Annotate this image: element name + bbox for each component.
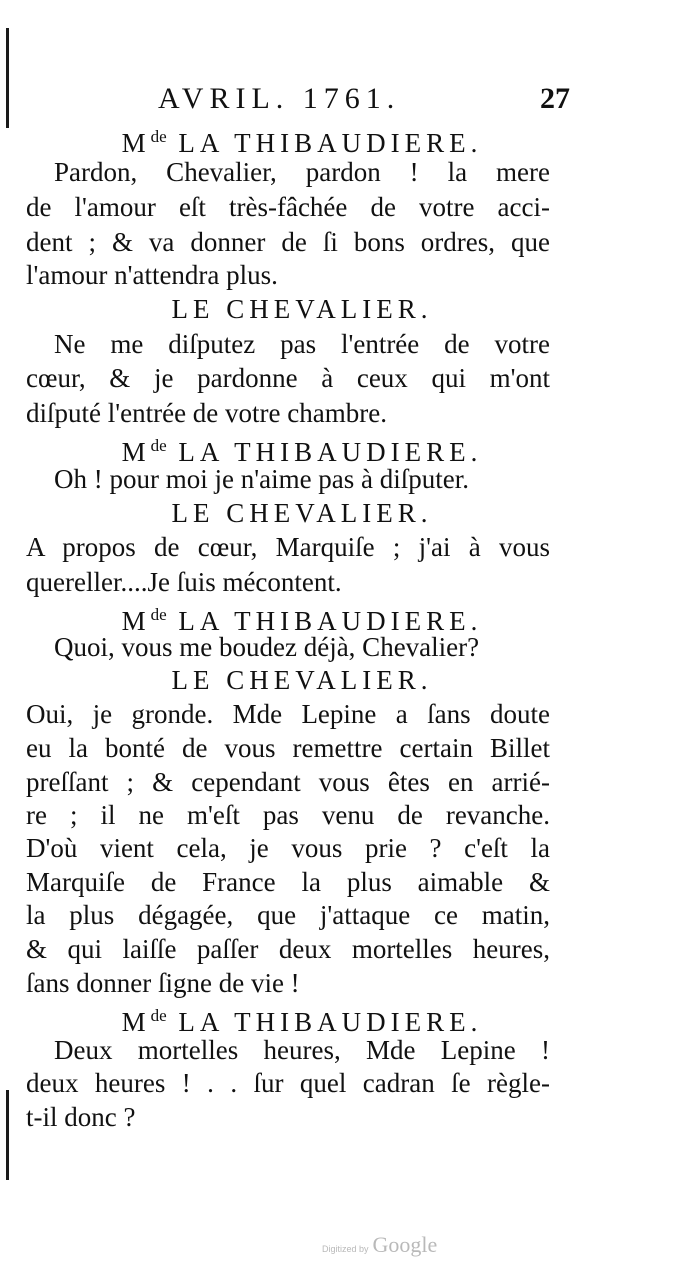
speaker-name: LA THIBAUDIERE. (166, 1007, 483, 1037)
text-line: re ; il ne m'eſt pas venu de revanche. (26, 800, 550, 830)
text-line: ſans donner ſigne de vie ! (26, 968, 300, 998)
text-line: Pardon, Chevalier, pardon ! la mere (54, 157, 550, 187)
text-line: quereller....Je ſuis mécontent. (26, 567, 342, 597)
speaker-title-prefix: M (121, 128, 151, 158)
speaker-title-prefix: M (121, 1007, 151, 1037)
text-line: diſputé l'entrée de votre chambre. (26, 398, 387, 428)
text-line: cœur, & je pardonne à ceux qui m'ont (26, 363, 550, 393)
speaker-name: LE CHEVALIER. (171, 498, 433, 528)
speaker-heading (26, 598, 578, 636)
text-line: t-il donc ? (26, 1102, 136, 1132)
text-line: Quoi, vous me boudez déjà, Chevalier? (54, 632, 480, 662)
page-number: 27 (540, 82, 570, 115)
google-brand: Google (372, 1232, 438, 1257)
text-line: Oui, je gronde. Mde Lepine a ſans doute (26, 699, 550, 729)
running-title: AVRIL. 1761. (158, 82, 401, 115)
running-header (150, 82, 570, 122)
text-line: Ne me diſputez pas l'entrée de votre (54, 329, 550, 359)
binding-edge-top (6, 28, 9, 128)
speaker-heading (26, 663, 578, 697)
text-line: la plus dégagée, que j'attaque ce matin, (26, 900, 550, 930)
text-line: Deux mortelles heures, Mde Lepine ! (54, 1035, 550, 1065)
text-line: dent ; & va donner de ſi bons ordres, que (26, 227, 550, 257)
speaker-name: LA THIBAUDIERE. (166, 437, 483, 467)
speaker-name: LA THIBAUDIERE. (166, 606, 483, 636)
text-line: deux heures ! . . ſur quel cadran ſe règle- (26, 1068, 550, 1098)
speaker-title-superscript: de (150, 127, 167, 146)
text-line: eu la bonté de vous remettre certain Billet (26, 733, 550, 763)
text-line: Oh ! pour moi je n'aime pas à diſputer. (54, 464, 470, 494)
digitization-watermark (322, 1232, 472, 1258)
speaker-heading (26, 429, 578, 467)
text-line: de l'amour eſt très-fâchée de votre acci- (26, 192, 550, 222)
text-line: preſſant ; & cependant vous êtes en arrié- (26, 767, 550, 797)
text-line: Marquiſe de France la plus aimable & (26, 867, 550, 897)
speaker-heading (26, 999, 578, 1037)
text-line: l'amour n'attendra plus. (26, 260, 278, 290)
digitized-label: Digitized by (322, 1244, 369, 1254)
speaker-title-prefix: M (121, 606, 151, 636)
text-line: & qui laiſſe paſſer deux mortelles heures, (26, 934, 550, 964)
speaker-name: LE CHEVALIER. (171, 294, 433, 324)
text-line: A propos de cœur, Marquiſe ; j'ai à vous (26, 532, 550, 562)
speaker-title-prefix: M (121, 437, 151, 467)
speaker-heading (26, 496, 578, 530)
speaker-title-superscript: de (150, 605, 167, 624)
speaker-name: LE CHEVALIER. (171, 665, 433, 695)
binding-edge-bottom (6, 1090, 9, 1180)
speaker-heading (26, 120, 578, 158)
text-line: D'où vient cela, je vous prie ? c'eſt la (26, 833, 550, 863)
speaker-title-superscript: de (150, 1006, 167, 1025)
speaker-title-superscript: de (150, 436, 167, 455)
speaker-name: LA THIBAUDIERE. (166, 128, 483, 158)
speaker-heading (26, 292, 578, 326)
